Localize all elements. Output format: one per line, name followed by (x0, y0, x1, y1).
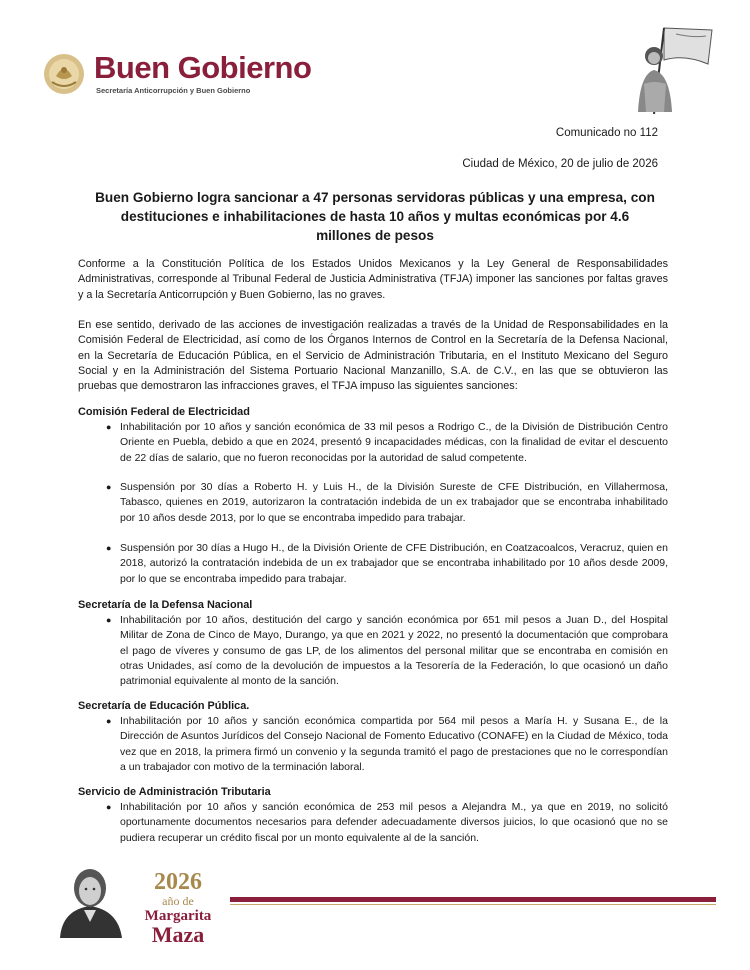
brand-name: Buen Gobierno (94, 50, 312, 85)
list-item: Inhabilitación por 10 años, destitución del cargo y sanción económica por 651 mil pesos a Juan D., del Hospital Militar de Zona de Cinco de Mayo, Durango, ya que en 2021 y 2022, no presentó la documentación que comprobara el pago de víveres y consumo de gas LP, de los alimentos del personal militar que se encontraba en comisión en otras Unidades, así como de la devolución de impuestos a la Tesorería de la Federación, lo que ocasionó un daño patrimonial equivalente al monto de la sanción. (120, 614, 668, 688)
flag-woman-illustration-icon (624, 24, 716, 116)
section-title-sat: Servicio de Administración Tributaria (78, 786, 271, 798)
list-item: Inhabilitación por 10 años y sanción económica de 253 mil pesos a Alejandra M., ya que en 2019, no solicitó oportunamente documentos necesarios para defender adecuadamente diversos juicios, lo que ocasionó que no se pudiera recuperar un crédito fiscal por un monto equivalente al de la sanción. (120, 801, 668, 844)
bullet-icon: ● (106, 802, 112, 812)
brand-subtitle: Secretaría Anticorrupción y Buen Gobierno (96, 86, 251, 95)
footer-divider (230, 897, 716, 902)
headline: Buen Gobierno logra sancionar a 47 personas servidoras públicas y una empresa, con destituciones e inhabilitaciones de hasta 10 años y multas económicas por 4.6 millones de pesos (95, 190, 655, 243)
footer-year-de: año de (162, 894, 194, 908)
communique-number: Comunicado no 112 (555, 127, 658, 139)
footer-name-last: Maza (151, 922, 205, 947)
context-paragraph: En ese sentido, derivado de las acciones de investigación realizadas a través de la Unidad de Responsabilidades en la Comisión Federal de Electricidad, así como de los Órganos Internos de Control en la Secretaría de la Defensa Nacional, en la Secretaría de Educación Pública, en el Servicio de Administración Tributaria, en el Instituto Mexicano del Seguro Social y en la Administración del Sistema Portuario Nacional Manzanillo, S.A. de C.V., en las que se obtuvieron las pruebas que demostraron las infracciones graves, el TFJA impuso las siguientes sanciones: (78, 319, 668, 393)
list-item: Suspensión por 30 días a Roberto H. y Luis H., de la División Sureste de CFE Distribución, en Villahermosa, Tabasco, quienes en 2019, autorizaron la contratación indebida de un ex trabajador que se encontraba inhabilitado por 10 años desde 2013, por lo que se encontraba impedido para trabajar. (120, 481, 668, 524)
bullet-icon: ● (106, 615, 112, 625)
communique-date: Ciudad de México, 20 de julio de 2026 (462, 158, 658, 170)
footer-year: 2026 (154, 869, 202, 895)
national-seal-icon (42, 52, 86, 96)
intro-paragraph: Conforme a la Constitución Política de los Estados Unidos Mexicanos y la Ley General de Responsabilidades Administrativas, corresponde al Tribunal Federal de Justicia Administrativa (TFJA) imponer las sanciones por faltas graves y a la Secretaría Anticorrupción y Buen Gobierno, las no graves. (78, 258, 668, 301)
footer-divider-thin (230, 904, 716, 905)
list-item: Inhabilitación por 10 años y sanción económica compartida por 564 mil pesos a María H. y Susana E., de la Dirección de Asuntos Jurídicos del Consejo Nacional de Fomento Educativo (CONAFE) en la Ciudad de México, toda vez que en 2018, la primera firmó un convenio y la segunda tramitó el pago de prestaciones que no le correspondían a un trabajador con motivo de la terminación laboral. (120, 715, 668, 773)
bullet-icon: ● (106, 716, 112, 726)
bullet-icon: ● (106, 482, 112, 492)
bullet-icon: ● (106, 422, 112, 432)
section-title-sep: Secretaría de Educación Pública. (78, 700, 250, 712)
margarita-maza-portrait-icon (52, 866, 128, 938)
section-title-defensa: Secretaría de la Defensa Nacional (78, 599, 253, 611)
footer-year-badge (128, 870, 228, 946)
list-item: Inhabilitación por 10 años y sanción económica de 33 mil pesos a Rodrigo C., de la División de Distribución Centro Oriente en Puebla, debido a que en 2024, presentó 9 incapacidades médicas, con la finalidad de evitar el descuento de 22 días de salario, que no fueron reconocidas por la autoridad de salud competente. (120, 421, 668, 464)
footer-name-first: Margarita (144, 908, 212, 924)
bullet-icon: ● (106, 543, 112, 553)
list-item: Suspensión por 30 días a Hugo H., de la División Oriente de CFE Distribución, en Coatzacoalcos, Veracruz, quien en 2018, autorizó la contratación indebida de un ex trabajador que se encontraba inhabilitado por 10 años desde 2009, por lo que se encontraba impedido para trabajar. (120, 542, 668, 585)
header-logo (42, 50, 342, 100)
section-title-cfe: Comisión Federal de Electricidad (78, 406, 250, 418)
